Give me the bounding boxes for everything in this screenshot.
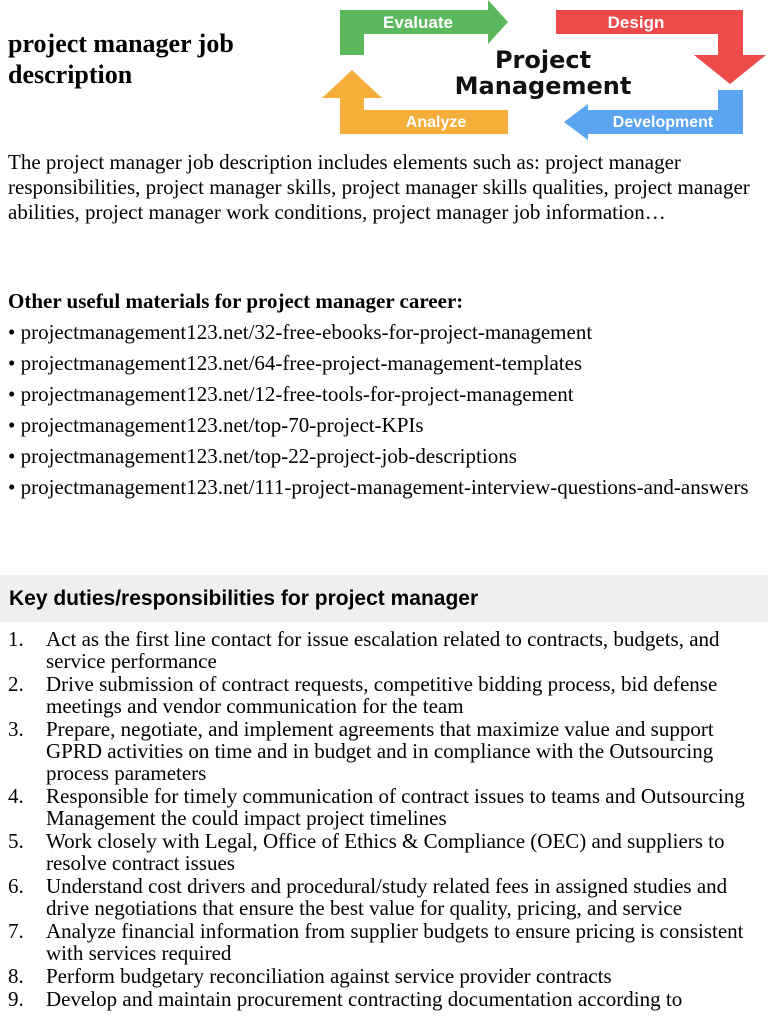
materials-heading: Other useful materials for project manager career: [8,289,464,313]
material-link-tools[interactable]: • projectmanagement123.net/12-free-tools-for-project-management [8,382,574,406]
duty-text: Analyze financial information from supplier budgets to ensure pricing is consistent with services required [46,919,744,965]
duty-number: 8. [8,964,24,988]
duty-number: 7. [8,919,24,943]
project-management-cycle-logo [318,0,768,140]
duty-text: Act as the first line contact for issue escalation related to contracts, budgets, and service performance [46,627,720,673]
duty-text: Develop and maintain procurement contracting documentation according to [46,987,683,1011]
evaluate-label: Evaluate [383,13,453,32]
duty-number: 6. [8,874,24,898]
design-label: Design [607,13,665,32]
intro-paragraph: The project manager job description includes elements such as: project manager responsibilities, project manager skills, project manager skills qualities, project manager abilities, project manager work conditions, project manager job information… [8,150,750,224]
duties-list [8,628,764,1011]
material-link-job-descriptions[interactable]: • projectmanagement123.net/top-22-project-job-descriptions [8,444,517,468]
analyze-label: Analyze [405,114,467,131]
logo-title-line2: Management [454,72,632,100]
duty-text: Prepare, negotiate, and implement agreements that maximize value and support GPRD activities on time and in budget and in compliance with the Outsourcing process parameters [46,717,714,785]
duty-number: 1. [8,627,24,651]
logo-title-line1: Project [494,46,592,74]
material-link-interview-questions[interactable]: • projectmanagement123.net/111-project-management-interview-questions-and-answers [8,475,749,499]
material-link-templates[interactable]: • projectmanagement123.net/64-free-project-management-templates [8,351,583,375]
duty-text: Responsible for timely communication of contract issues to teams and Outsourcing Management the could impact project timelines [46,784,745,830]
duty-number: 2. [8,672,24,696]
material-link-kpis[interactable]: • projectmanagement123.net/top-70-project-KPIs [8,413,424,437]
duty-item [8,628,764,672]
materials-list [8,320,764,500]
duty-number: 3. [8,717,24,741]
duty-item [8,830,764,874]
duties-heading: Key duties/responsibilities for project manager [0,575,768,622]
duty-text: Drive submission of contract requests, competitive bidding process, bid defense meetings and vendor communication for the team [46,672,718,718]
duty-number: 9. [8,987,24,1011]
materials-section [8,288,764,506]
duty-number: 5. [8,829,24,853]
material-link-ebooks[interactable]: • projectmanagement123.net/32-free-ebooks-for-project-management [8,320,593,344]
page-title: project manager job description [8,29,234,89]
duty-number: 4. [8,784,24,808]
duty-item [8,718,764,784]
duty-item [8,965,764,987]
duty-item [8,920,764,964]
duty-text: Understand cost drivers and procedural/study related fees in assigned studies and drive negotiations that ensure the best value for quality, pricing, and service [46,874,728,920]
duty-item [8,988,764,1010]
duty-item [8,673,764,717]
duty-text: Perform budgetary reconciliation against service provider contracts [46,964,612,988]
duty-item [8,875,764,919]
development-label: Development [612,114,714,131]
duty-item [8,785,764,829]
duty-text: Work closely with Legal, Office of Ethics & Compliance (OEC) and suppliers to resolve contract issues [46,829,725,875]
